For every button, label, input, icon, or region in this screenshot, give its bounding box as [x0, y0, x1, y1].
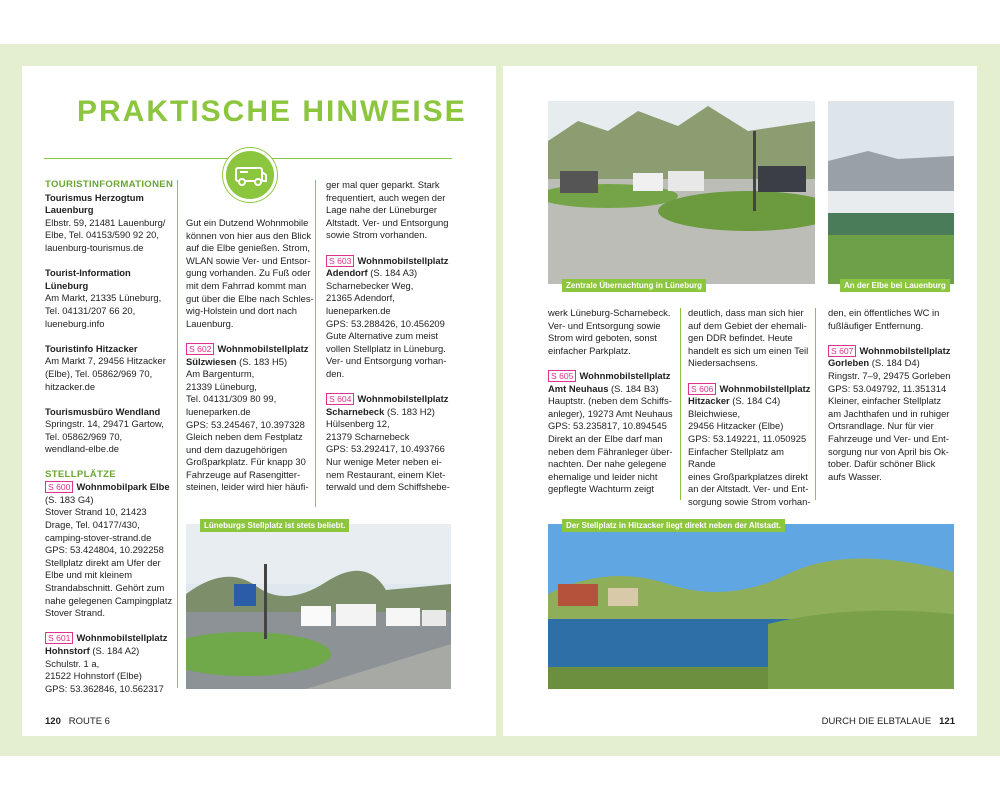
- entry-name: Tourismusbüro Wendland: [45, 405, 161, 417]
- text-line: einfacher Parkplatz.: [548, 344, 631, 356]
- entry-line: Am Bargenturm,: [186, 368, 255, 380]
- text-line: gung vorhanden. Zu Fuß oder: [186, 267, 311, 279]
- entry-ref: (S. 183 H2): [384, 405, 435, 417]
- text-line: Lauenburg.: [186, 317, 234, 329]
- page-title: PRAKTISCHE HINWEISE: [77, 95, 467, 128]
- entry-line: GPS: 53.288426, 10.456209: [326, 317, 445, 329]
- entry-line: am Jachthafen und in ruhiger: [828, 407, 950, 419]
- spot-code: S 604: [326, 393, 354, 405]
- text-line: Ver- und Entsorgung sowie: [548, 319, 661, 331]
- entry-line: 21379 Scharnebeck: [326, 430, 410, 442]
- entry-line: Stellplatz direkt am Ufer der: [45, 556, 161, 568]
- entry-line: GPS: 53.245467, 10.397328: [186, 418, 305, 430]
- entry-line: nachten. Der nahe gelegene: [548, 458, 667, 470]
- entry-line: an der Altstadt. Ver- und Ent-: [688, 483, 809, 495]
- entry-ref: (S. 184 A3): [367, 267, 418, 279]
- entry-name: Touristinfo Hitzacker: [45, 342, 138, 354]
- entry-ref: (S. 184 B3): [608, 382, 659, 394]
- entry-line: tober. Dafür schöner Blick: [828, 458, 936, 470]
- entry-line: (S. 183 G4): [45, 493, 94, 505]
- photo-lueneburg-stellplatz: [186, 524, 451, 689]
- left-folio: [45, 716, 110, 727]
- entry-line: lauenburg-tourismus.de: [45, 241, 144, 253]
- entry-line: Tel. 04131/309 80 99,: [186, 393, 277, 405]
- entry-line: gepflegte Wachturm zeigt: [548, 483, 654, 495]
- photo-elbe-lauenburg: [828, 101, 954, 284]
- entry-line: Stover Strand.: [45, 607, 105, 619]
- entry-name: Tourist-Information Lüneburg: [45, 267, 131, 291]
- entry-line: GPS: 53.362846, 10.562317: [45, 682, 164, 694]
- entry-line: sorgung nur von April bis Ok-: [828, 445, 949, 457]
- entry-line: GPS: 53.149221, 11.050925: [688, 432, 807, 444]
- entry-line: den.: [326, 367, 345, 379]
- entry-line: Stover Strand 10, 21423: [45, 506, 147, 518]
- entry-name: Wohnmobilstellplatz: [76, 632, 168, 644]
- entry-line: und dem dazugehörigen: [186, 443, 288, 455]
- page-number-left: 120: [45, 716, 61, 727]
- entry-line: Hauptstr. (neben dem Schiffs-: [548, 395, 672, 407]
- entry-line: camping-stover-strand.de: [45, 531, 152, 543]
- entry-line: Bleichwiese,: [688, 407, 741, 419]
- entry-line: lueneparken.de: [186, 405, 251, 417]
- entry-line: Direkt an der Elbe darf man: [548, 432, 663, 444]
- entry-line: neben dem Fähranleger über-: [548, 445, 673, 457]
- entry-line: Ringstr. 7–9, 29475 Gorleben: [828, 369, 951, 381]
- entry-line: Scharnebecker Weg,: [326, 279, 414, 291]
- text-line: wig-Holstein und dort nach: [186, 305, 297, 317]
- column-divider: [815, 308, 816, 500]
- entry-name: Wohnmobilstellplatz: [357, 393, 449, 405]
- entry-subname: Hitzacker: [688, 395, 730, 407]
- entry-line: Gleich neben dem Festplatz: [186, 431, 303, 443]
- entry-subname: Hohnstorf: [45, 644, 90, 656]
- entry-line: Fahrzeuge und Ver- und Ent-: [828, 432, 949, 444]
- entry-name: Wohnmobilpark Elbe: [76, 481, 170, 493]
- entry-line: 29456 Hitzacker (Elbe): [688, 420, 784, 432]
- spot-code: S 607: [828, 345, 856, 357]
- entry-name: Wohnmobilstellplatz: [859, 344, 951, 356]
- text-line: Strom wird geboten, sonst: [548, 332, 657, 344]
- entry-line: (Elbe), Tel. 05862/969 70,: [45, 367, 153, 379]
- spot-code: S 602: [186, 343, 214, 355]
- text-line: auf die Elbe genießen. Strom,: [186, 242, 311, 254]
- entry-line: nahe gelegenen Campingplatz: [45, 594, 173, 606]
- entry-subname: Sülzwiesen: [186, 355, 237, 367]
- text-line: werk Lüneburg-Scharnebeck.: [548, 307, 671, 318]
- entry-line: Am Markt, 21335 Lüneburg,: [45, 292, 162, 304]
- entry-line: ehemalige und leider nicht: [548, 470, 658, 482]
- section-heading-stellplaetze: STELLPLÄTZE: [45, 468, 116, 480]
- text-line: gut über die Elbe nach Schles-: [186, 292, 314, 304]
- entry-line: Springstr. 14, 29471 Gartow,: [45, 418, 164, 430]
- column-divider: [177, 180, 178, 688]
- caption-lueneburg-small: Lüneburgs Stellplatz ist stets beliebt.: [200, 519, 349, 532]
- spot-code: S 603: [326, 255, 354, 267]
- entry-name: Wohnmobilstellplatz: [357, 254, 449, 266]
- entry-ref: (S. 184 D4): [869, 357, 920, 369]
- entry-subname: Gorleben: [828, 357, 870, 369]
- entry-name: Wohnmobilstellplatz: [217, 342, 309, 354]
- entry-line: Am Markt 7, 29456 Hitzacker: [45, 355, 166, 367]
- entry-line: Elbe und mit kleinem: [45, 569, 133, 581]
- text-line: gen DDR befindet. Heute: [688, 332, 793, 344]
- entry-line: Kleiner, einfacher Stellplatz: [828, 395, 942, 407]
- text-line: WLAN sowie Ver- und Entsor-: [186, 254, 311, 266]
- entry-line: Gute Alternative zum meist: [326, 330, 439, 342]
- running-head-right: DURCH DIE ELBTALAUE: [821, 716, 932, 727]
- entry-name: Tourismus Herzogtum Lauenburg: [45, 191, 144, 216]
- text-line: Lage nahe der Lüneburger: [326, 204, 438, 216]
- text-line: den, ein öffentliches WC in: [828, 307, 940, 318]
- entry-subname: Scharnebeck: [326, 405, 385, 417]
- entry-line: Strandabschnitt. Gehört zum: [45, 582, 165, 593]
- entry-line: 21365 Adendorf,: [326, 292, 395, 304]
- camper-van-icon: [223, 148, 277, 202]
- page-number-right: 121: [939, 716, 955, 727]
- text-line: fußläufiger Entfernung.: [828, 319, 924, 331]
- entry-line: hitzacker.de: [45, 380, 96, 392]
- column-1: [45, 179, 175, 708]
- entry-line: GPS: 53.235817, 10.894545: [548, 420, 667, 432]
- entry-line: Drage, Tel. 04177/430,: [45, 519, 140, 531]
- column-4: [548, 307, 678, 509]
- entry-line: Hülsenberg 12,: [326, 418, 390, 430]
- entry-line: GPS: 53.424804, 10.292258: [45, 544, 164, 556]
- text-line: sowie Strom vorhanden.: [326, 229, 428, 241]
- entry-line: Ortsrandlage. Nur für vier: [828, 420, 934, 432]
- entry-line: Fahrzeuge auf Rasengitter-: [186, 468, 301, 480]
- caption-elbe-lauenburg: An der Elbe bei Lauenburg: [840, 279, 950, 292]
- entry-line: Ver- und Entsorgung vorhan-: [326, 355, 447, 367]
- text-line: ger mal quer geparkt. Stark: [326, 179, 440, 190]
- entry-line: anleger), 19273 Amt Neuhaus: [548, 407, 673, 419]
- caption-zentrale: Zentrale Übernachtung in Lüneburg: [562, 279, 706, 292]
- column-2: [186, 217, 314, 507]
- entry-line: Elbstr. 59, 21481 Lauenburg/: [45, 216, 166, 228]
- photo-hitzacker: [548, 524, 954, 689]
- entry-line: sorgung sowie Strom vorhan-: [688, 495, 811, 507]
- entry-line: Elbe, Tel. 04153/590 92 20,: [45, 229, 159, 241]
- entry-line: aufs Wasser.: [828, 470, 882, 482]
- section-heading-touristinfo: TOURISTINFORMATIONEN: [45, 179, 174, 190]
- entry-ref: (S. 184 C4): [729, 395, 781, 407]
- entry-line: GPS: 53.292417, 10.493766: [326, 443, 445, 455]
- spot-code: S 600: [45, 481, 73, 493]
- entry-line: lueneparken.de: [326, 304, 391, 316]
- entry-line: Schulstr. 1 a,: [45, 657, 100, 669]
- column-6: [828, 307, 956, 496]
- entry-line: lueneburg.info: [45, 317, 105, 329]
- text-line: deutlich, dass man sich hier: [688, 307, 804, 318]
- entry-line: terwald und dem Schiffshebe-: [326, 481, 450, 493]
- entry-line: Tel. 05862/969 70,: [45, 430, 123, 442]
- entry-line: nem Restaurant, einem Klet-: [326, 468, 446, 480]
- entry-line: Tel. 04131/207 66 20,: [45, 304, 136, 316]
- text-line: mit dem Fahrrad kommt man: [186, 279, 307, 291]
- entry-ref: (S. 184 A2): [89, 644, 140, 656]
- entry-line: steinen, leider wird hier häufi-: [186, 481, 309, 493]
- text-line: Gut ein Dutzend Wohnmobile: [186, 217, 309, 228]
- running-head-left: ROUTE 6: [68, 716, 110, 727]
- photo-zentrale-uebernachtung: [548, 101, 815, 284]
- column-divider: [315, 180, 316, 507]
- spot-code: S 606: [688, 383, 716, 395]
- text-line: Altstadt. Ver- und Entsorgung: [326, 216, 449, 228]
- column-divider: [680, 308, 681, 500]
- entry-line: 21522 Hohnstorf (Elbe): [45, 670, 142, 682]
- text-line: frequentiert, auch wegen der: [326, 191, 446, 203]
- entry-line: GPS: 53.049792, 11.351314: [828, 382, 947, 394]
- right-folio: [822, 716, 955, 727]
- entry-ref: (S. 183 H5): [236, 355, 288, 367]
- entry-subname: Adendorf: [326, 267, 368, 279]
- entry-line: vollen Stellplatz in Lüneburg.: [326, 342, 446, 354]
- entry-subname: Amt Neuhaus: [548, 382, 609, 394]
- spot-code: S 605: [548, 370, 576, 382]
- entry-name: Wohnmobilstellplatz: [719, 382, 811, 394]
- entry-line: Einfacher Stellplatz am Rande: [688, 445, 784, 470]
- caption-hitzacker: Der Stellplatz in Hitzacker liegt direkt neben der Altstadt.: [562, 519, 785, 532]
- entry-line: Nur wenige Meter neben ei-: [326, 456, 442, 468]
- column-3: [326, 179, 454, 506]
- spot-code: S 601: [45, 632, 73, 644]
- entry-line: eines Großparkplatzes direkt: [688, 470, 808, 482]
- entry-line: Großparkplatz. Für knapp 30: [186, 456, 306, 468]
- entry-name: Wohnmobilstellplatz: [579, 369, 671, 381]
- entry-line: wendland-elbe.de: [45, 443, 120, 455]
- text-line: handelt es sich um einen Teil: [688, 344, 809, 356]
- text-line: können von hier aus den Blick: [186, 229, 312, 241]
- column-5: [688, 307, 814, 521]
- text-line: Niedersachsens.: [688, 357, 758, 369]
- entry-line: 21339 Lüneburg,: [186, 380, 257, 392]
- text-line: auf dem Gebiet der ehemali-: [688, 319, 807, 331]
